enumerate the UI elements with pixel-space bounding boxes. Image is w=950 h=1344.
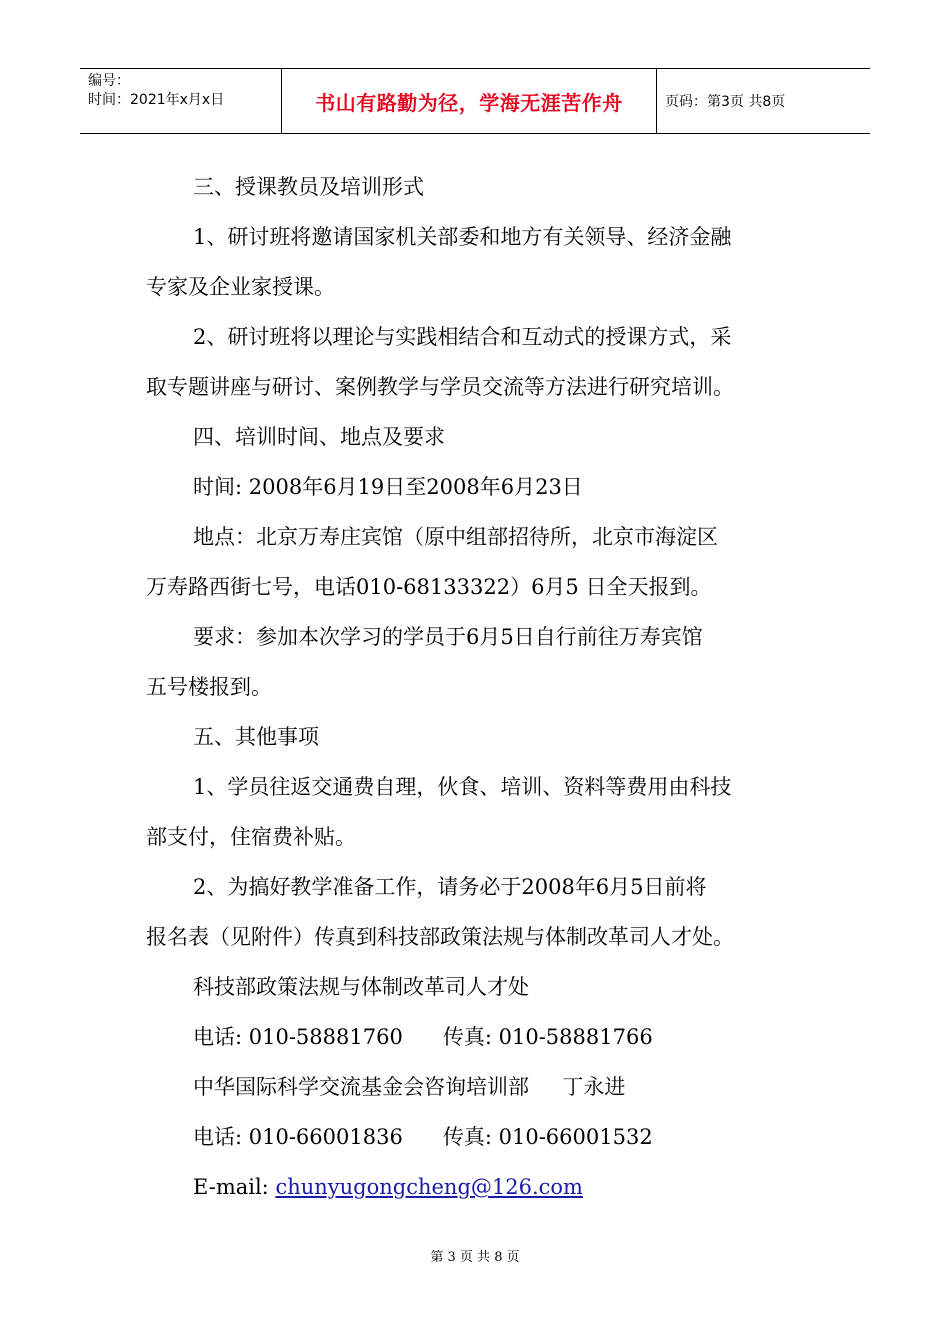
section-heading-3: 三、授课教员及培训形式 [193, 175, 424, 199]
paragraph-line: 专家及企业家授课。 [146, 275, 335, 299]
section-heading-4: 四、培训时间、地点及要求 [193, 425, 445, 449]
contact-phone-fax: 电话: 010-66001836 传真: 010-66001532 [193, 1125, 653, 1149]
header-motto: 书山有路勤为径，学海无涯苦作舟 [282, 69, 657, 133]
paragraph-line: 1、研讨班将邀请国家机关部委和地方有关领导、经济金融 [193, 225, 732, 249]
training-requirement-continued: 五号楼报到。 [146, 675, 272, 699]
document-body [146, 162, 811, 1212]
contact-department: 科技部政策法规与体制改革司人才处 [193, 975, 529, 999]
paragraph-line: 1、学员往返交通费自理，伙食、培训、资料等费用由科技 [193, 775, 732, 799]
page-header [80, 68, 870, 134]
training-requirement: 要求：参加本次学习的学员于6月5日自行前往万寿宾馆 [193, 625, 703, 649]
email-label: E-mail: [193, 1175, 276, 1199]
contact-phone-fax: 电话: 010-58881760 传真: 010-58881766 [193, 1025, 653, 1049]
paragraph-line: 取专题讲座与研讨、案例教学与学员交流等方法进行研究培训。 [146, 375, 734, 399]
email-link[interactable]: chunyugongcheng@126.com [275, 1175, 583, 1199]
paragraph-line: 2、为搞好教学准备工作，请务必于2008年6月5日前将 [193, 875, 707, 899]
document-date-label: 时间：2021年x月x日 [88, 92, 225, 108]
paragraph-line: 2、研讨班将以理论与实践相结合和互动式的授课方式，采 [193, 325, 732, 349]
paragraph-line: 报名表（见附件）传真到科技部政策法规与体制改革司人才处。 [146, 925, 734, 949]
paragraph-line: 部支付，住宿费补贴。 [146, 825, 356, 849]
header-page-number: 页码：第3页 共8页 [665, 94, 786, 110]
training-time: 时间: 2008年6月19日至2008年6月23日 [193, 475, 583, 499]
training-location-continued: 万寿路西街七号，电话010-68133322）6月5 日全天报到。 [146, 575, 712, 599]
training-location: 地点：北京万寿庄宾馆（原中组部招待所，北京市海淀区 [193, 525, 718, 549]
document-number-label: 编号： [88, 73, 130, 89]
page-footer: 第 3 页 共 8 页 [430, 1250, 520, 1265]
section-heading-5: 五、其他事项 [193, 725, 319, 749]
contact-foundation: 中华国际科学交流基金会咨询培训部 丁永进 [193, 1075, 626, 1099]
header-meta [80, 69, 282, 133]
contact-email [146, 1162, 811, 1212]
